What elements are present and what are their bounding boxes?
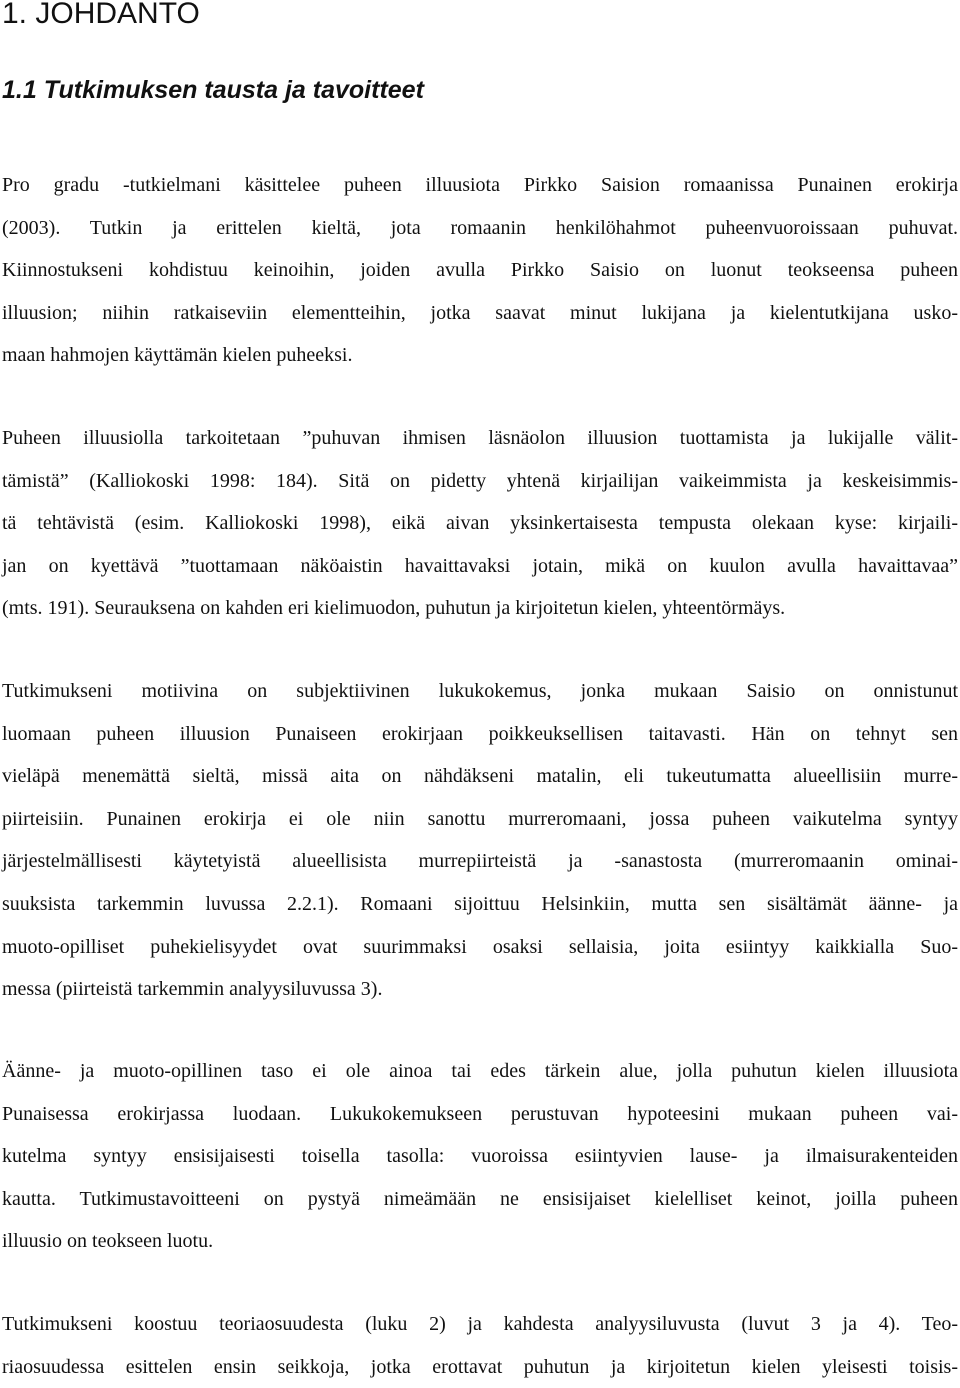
text-line: illuusion; niihin ratkaiseviin elementteihin, jotka saavat minut lukijana ja kielentutkijana usko- — [2, 301, 958, 324]
paragraph — [2, 417, 958, 630]
text-line: muoto-opilliset puhekielisyydet ovat suurimmaksi osaksi sellaisia, joita esiintyy kaikkialla Suo- — [2, 935, 958, 958]
text-line: Kiinnostukseni kohdistuu keinoihin, joiden avulla Pirkko Saisio on luonut teokseensa puheen — [2, 259, 958, 282]
chapter-heading: 1. JOHDANTO — [2, 0, 200, 30]
text-line: (mts. 191). Seurauksena on kahden eri kielimuodon, puhutun ja kirjoitetun kielen, yhteentörmäys. — [2, 597, 786, 620]
text-line: järjestelmällisesti käytetyistä alueellisista murrepiirteistä ja -sanastosta (murreromaanin ominai- — [2, 850, 958, 873]
text-line: luomaan puheen illuusion Punaiseen erokirjaan poikkeuksellisen taitavasti. Hän on tehnyt sen — [2, 722, 958, 745]
text-line: piirteisiin. Punainen erokirja ei ole niin sanottu murreromaani, jossa puheen vaikutelma syntyy — [2, 807, 958, 830]
text-line: kautta. Tutkimustavoitteeni on pystyä nimeämään ne ensisijaiset kielelliset keinot, joilla puheen — [2, 1187, 958, 1210]
text-line: maan hahmojen käyttämän kielen puheeksi. — [2, 344, 353, 367]
section-heading: 1.1 Tutkimuksen tausta ja tavoitteet — [2, 76, 424, 104]
text-line: Tutkimukseni motiivina on subjektiivinen lukukokemus, jonka mukaan Saisio on onnistunut — [2, 680, 958, 702]
text-line: vieläpä menemättä sieltä, missä aita on nähdäkseni matalin, eli tukeutumatta alueellisiin murre- — [2, 765, 958, 788]
text-line: messa (piirteistä tarkemmin analyysiluvussa 3). — [2, 978, 383, 1001]
paragraph — [2, 670, 958, 1011]
text-line: suuksista tarkemmin luvussa 2.2.1). Romaani sijoittuu Helsinkiin, mutta sen sisältämät äänne- ja — [2, 892, 958, 915]
text-line: Tutkimukseni koostuu teoriaosuudesta (luku 2) ja kahdesta analyysiluvusta (luvut 3 ja 4). Teo- — [2, 1313, 958, 1335]
text-line: tämistä” (Kalliokoski 1998: 184). Sitä on pidetty yhtenä kirjailijan vaikeimmista ja keskeisimmis- — [2, 469, 958, 492]
text-line: Äänne- ja muoto-opillinen taso ei ole ainoa tai edes tärkein alue, jolla puhutun kielen illuusiota — [2, 1060, 958, 1082]
text-line: (2003). Tutkin ja erittelen kieltä, jota romaanin henkilöhahmot puheenvuoroissaan puhuvat. — [2, 216, 958, 239]
text-line: Punaisessa erokirjassa luodaan. Lukukokemukseen perustuvan hypoteesini mukaan puheen vai- — [2, 1102, 958, 1125]
text-line: tä tehtävistä (esim. Kalliokoski 1998), eikä aivan yksinkertaisesta tempusta olekaan kyse: kirjaili- — [2, 512, 958, 535]
paragraph — [2, 164, 958, 377]
text-line: kutelma syntyy ensisijaisesti toisella tasolla: vuoroissa esiintyvien lause- ja ilmaisurakenteiden — [2, 1145, 958, 1168]
text-line: Puheen illuusiolla tarkoitetaan ”puhuvan ihmisen läsnäolon illuusion tuottamista ja lukijalle välit- — [2, 427, 958, 449]
text-line: Pro gradu -tutkielmani käsittelee puheen illuusiota Pirkko Saision romaanissa Punainen erokirja — [2, 174, 958, 196]
paragraph — [2, 1303, 958, 1388]
paragraph — [2, 1050, 958, 1263]
text-line: jan on kyettävä ”tuottamaan näköaistin havaittavaksi jotain, mikä on kuulon avulla havaittavaa” — [2, 554, 958, 577]
text-line: illuusio on teokseen luotu. — [2, 1230, 214, 1253]
text-line: riaosuudessa esittelen ensin seikkoja, jotka erottavat puhutun ja kirjoitetun kielen yleisesti toisis- — [2, 1355, 958, 1378]
